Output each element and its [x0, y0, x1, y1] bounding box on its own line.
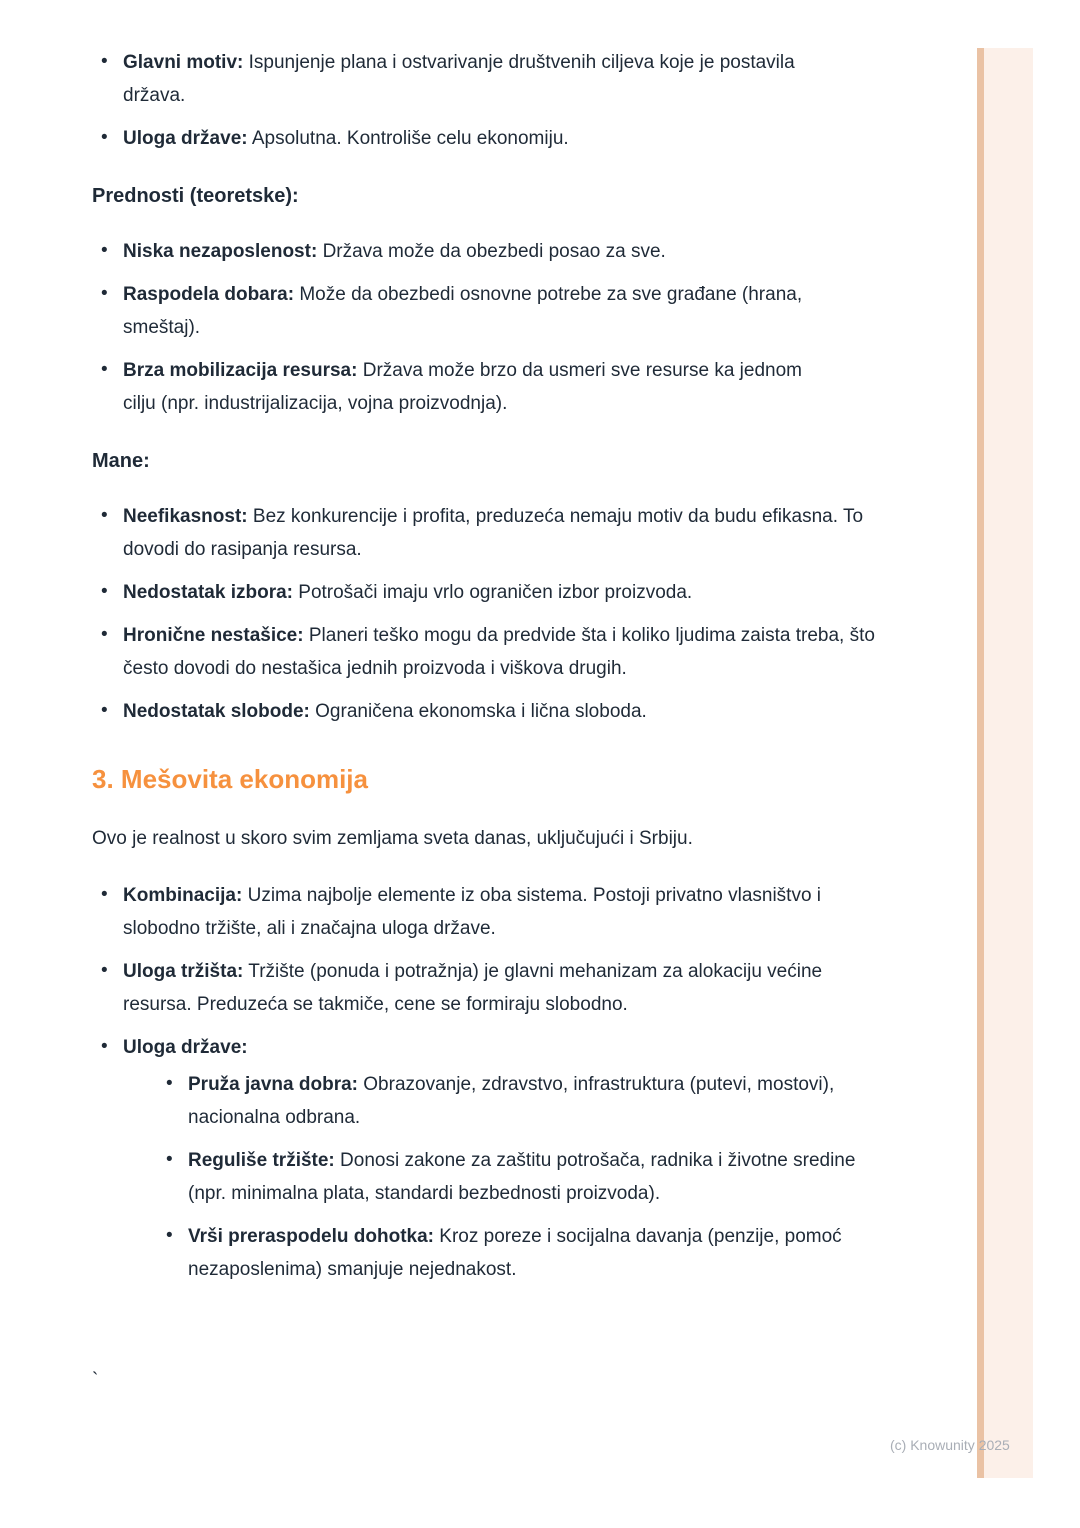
item-text: Apsolutna. Kontroliše celu ekonomiju. — [251, 128, 569, 149]
item-text: Potrošači imaju vrlo ograničen izbor proizvoda. — [298, 582, 693, 603]
item-label: Raspodela dobara: — [123, 284, 295, 305]
intro-bullet-list — [92, 46, 897, 155]
list-item — [157, 1144, 897, 1210]
item-text: Država može da obezbedi posao za sve. — [322, 241, 666, 262]
disadvantages-bullet-list — [92, 500, 897, 728]
item-label: Glavni motiv: — [123, 52, 244, 73]
item-text: Donosi zakone za zaštitu potrošača, radnika i životne sredine (npr. minimalna plata, standardi bezbednosti proizvoda). — [188, 1150, 856, 1204]
item-label: Neefikasnost: — [123, 506, 248, 527]
list-item — [92, 122, 897, 155]
item-label: Nedostatak izbora: — [123, 582, 293, 603]
item-label: Brza mobilizacija resursa: — [123, 360, 358, 381]
list-item — [92, 354, 813, 420]
item-label: Kombinacija: — [123, 885, 243, 906]
item-label: Niska nezaposlenost: — [123, 241, 318, 262]
item-label: Reguliše tržište: — [188, 1150, 335, 1171]
item-text: Uzima najbolje elemente iz oba sistema. Postoji privatno vlasništvo i slobodno tržište, ali i značajna uloga države. — [123, 885, 822, 939]
document-content — [92, 46, 897, 1391]
stray-backtick-character: ` — [92, 1370, 99, 1391]
item-text: Ograničena ekonomska i lična sloboda. — [315, 701, 647, 722]
list-item — [157, 1220, 888, 1286]
list-item — [92, 500, 897, 566]
advantages-heading: Prednosti (teoretske): — [92, 185, 299, 207]
item-text: Obrazovanje, zdravstvo, infrastruktura (putevi, mostovi), nacionalna odbrana. — [188, 1074, 835, 1128]
item-text: Tržište (ponuda i potražnja) je glavni mehanizam za alokaciju većine resursa. Preduzeća se takmiče, cene se formiraju slobodno. — [123, 961, 823, 1015]
list-item — [157, 1068, 897, 1134]
list-item — [92, 278, 813, 344]
item-text: Može da obezbedi osnovne potrebe za sve građane (hrana, smeštaj). — [123, 284, 803, 338]
item-label: Uloga države: — [123, 128, 248, 149]
list-item — [92, 619, 897, 685]
item-text: Kroz poreze i socijalna davanja (penzije, pomoć nezaposlenima) smanjuje nejednakost. — [188, 1226, 842, 1280]
list-item — [92, 46, 813, 112]
item-label: Uloga države: — [123, 1037, 248, 1058]
item-label: Hronične nestašice: — [123, 625, 304, 646]
disadvantages-heading: Mane: — [92, 450, 150, 472]
nested-bullet-list — [157, 1068, 897, 1286]
list-item — [92, 235, 897, 268]
list-item — [92, 695, 897, 728]
list-item — [92, 1031, 897, 1286]
footer-credit: (c) Knowunity 2025 — [890, 1437, 1010, 1453]
item-text: Država može brzo da usmeri sve resurse ka jednom cilju (npr. industrijalizacija, vojna proizvodnja). — [123, 360, 803, 414]
item-label: Vrši preraspodelu dohotka: — [188, 1226, 434, 1247]
advantages-bullet-list — [92, 235, 897, 420]
item-label: Uloga tržišta: — [123, 961, 244, 982]
mixed-economy-intro: Ovo je realnost u skoro svim zemljama sveta danas, uključujući i Srbiju. — [92, 828, 693, 849]
mixed-economy-bullet-list — [92, 879, 897, 1286]
item-text: Bez konkurencije i profita, preduzeća nemaju motiv da budu efikasna. To dovodi do rasipanja resursa. — [123, 506, 864, 560]
list-item — [92, 576, 897, 609]
item-text: Ispunjenje plana i ostvarivanje društvenih ciljeva koje je postavila država. — [123, 52, 795, 106]
list-item — [92, 879, 897, 945]
section-title-mixed-economy: 3. Mešovita ekonomija — [92, 764, 368, 794]
list-item — [92, 955, 863, 1021]
item-label: Pruža javna dobra: — [188, 1074, 358, 1095]
item-label: Nedostatak slobode: — [123, 701, 310, 722]
accent-stripe — [977, 48, 1033, 1478]
item-text: Planeri teško mogu da predvide šta i koliko ljudima zaista treba, što često dovodi do nestašica jednih proizvoda i viškova drugih. — [123, 625, 875, 679]
